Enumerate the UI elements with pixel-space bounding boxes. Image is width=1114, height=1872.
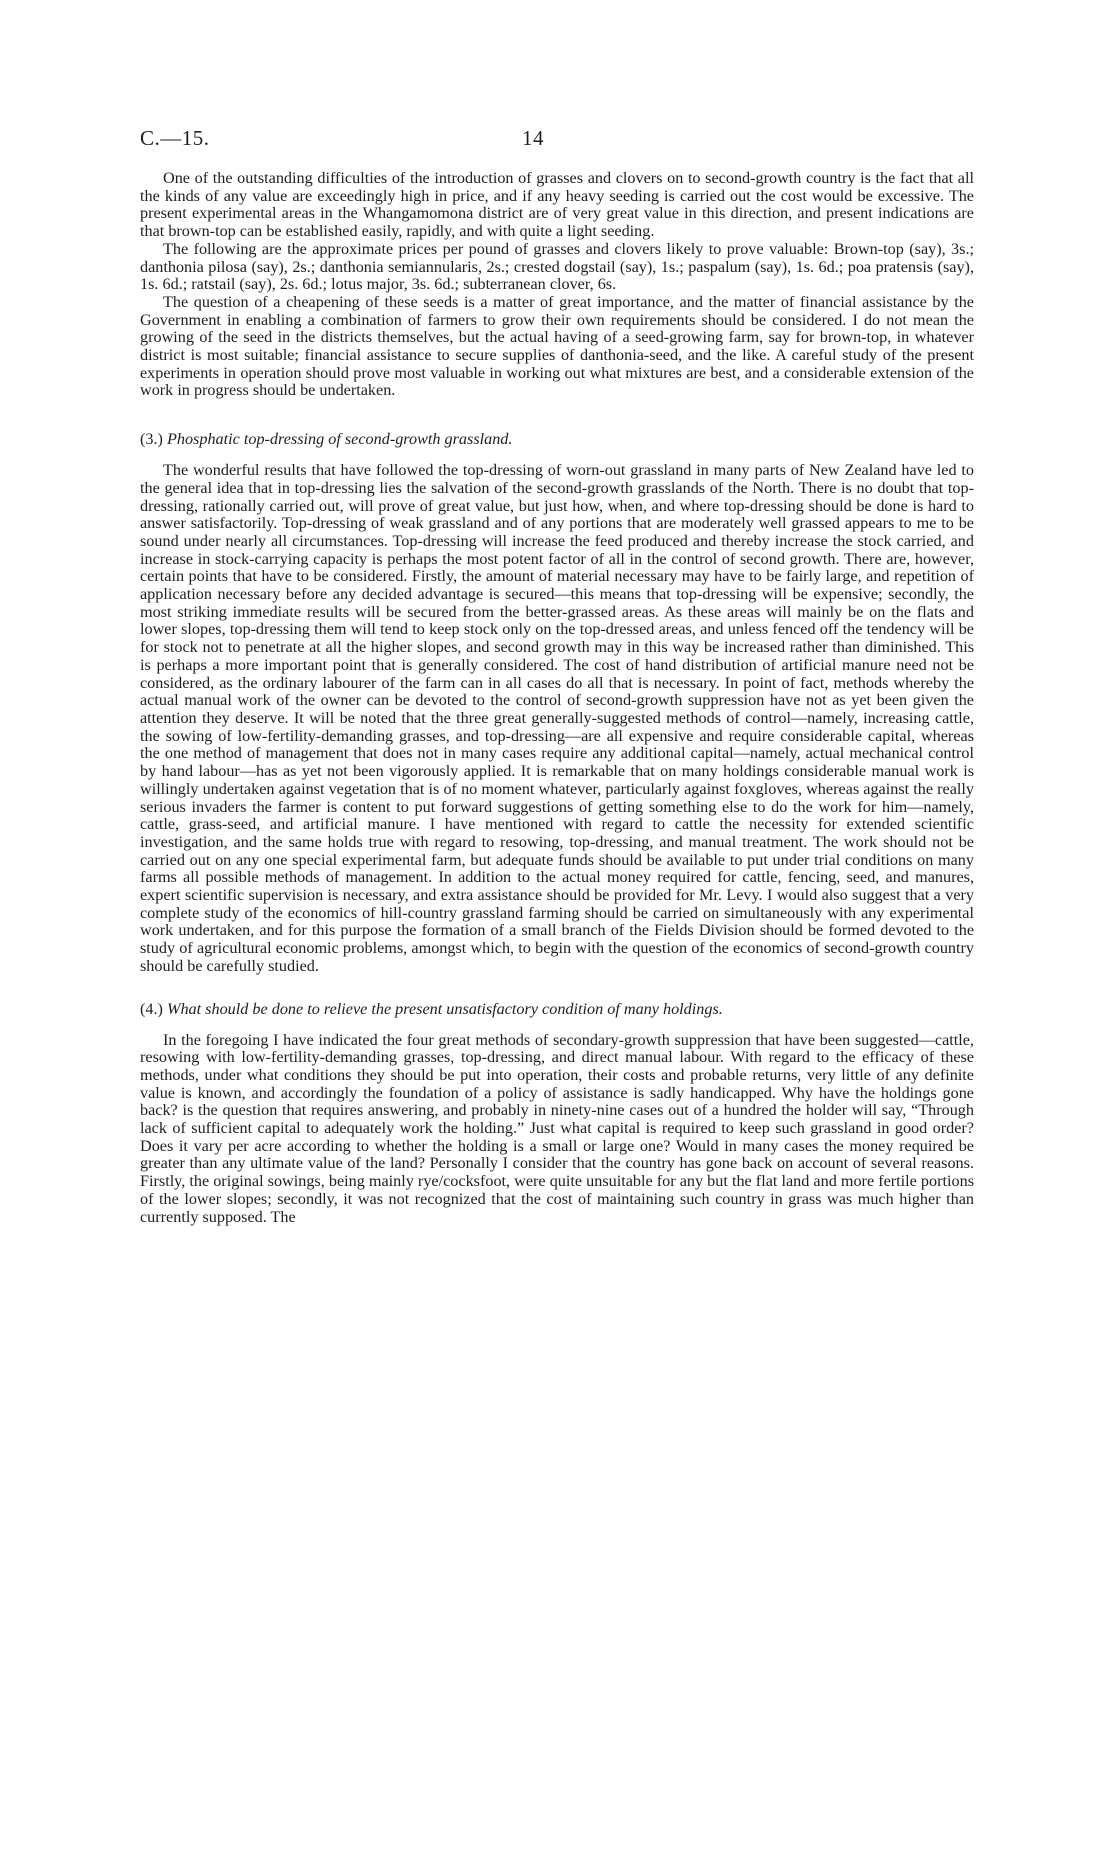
paragraph-seed-costs: One of the outstanding difficulties of the introduction of grasses and clovers on to second-growth country is the fact that all the kinds of any value are exceedingly high in price, and if any heavy seeding is carried out the cost would be excessive. The present experimental areas in the Whangamomona district are of very great value in this direction, and present indications are that brown-top can be established easily, rapidly, and with quite a light seeding. (140, 169, 974, 241)
section-4-body: In the foregoing I have indicated the four great methods of secondary-growth suppression that have been suggested—cattle, resowing with low-fertility-demanding grasses, top-dressing, and direct manual labour. With regard to the efficacy of these methods, under what conditions they should be put into operation, their costs and probable returns, very little of any definite value is known, and accordingly the foundation of a policy of assistance is sadly handicapped. Why have the holdings gone back? is the question that requires answering, and probably in ninety-nine cases out of a hundred the holder will say, “Through lack of sufficient capital to adequately work the holding.” Just what capital is required to keep such grassland in good order? Does it vary per acre according to whether the holding is a small or large one? Would in many cases the money required be greater than any ultimate value of the land? Personally I consider that the country has gone back on account of several reasons. Firstly, the original sowings, being mainly rye/cocksfoot, were quite unsuitable for any but the flat land and more fertile portions of the lower slopes; secondly, it was not recognized that the cost of maintaining such country in grass was much higher than currently supposed. The (140, 1030, 974, 1226)
section-3-number: (3.) (140, 430, 163, 449)
page-header (140, 126, 560, 152)
section-4-number: (4.) (140, 999, 163, 1018)
paragraph-seed-cheapening: The question of a cheapening of these seeds is a matter of great importance, and the matter of financial assistance by the Government in enabling a combination of farmers to grow their own requirements should be considered. I do not mean the growing of the seed in the districts themselves, but the actual having of a seed-growing farm, say for brown-top, in whatever district is most suitable; financial assistance to secure supplies of danthonia-seed, and the like. A careful study of the present experiments in operation should prove most valuable in working out what mixtures are best, and a considerable extension of the work in progress should be undertaken. (140, 292, 974, 400)
section-3-body: The wonderful results that have followed the top-dressing of worn-out grassland in many parts of New Zealand have led to the general idea that in top-dressing lies the salvation of the second-growth grasslands of the North. There is no doubt that top-dressing, rationally carried out, will prove of great value, but just how, when, and where top-dressing should be done is hard to answer satisfactorily. Top-dressing of weak grassland and of any portions that are moderately well grassed appears to me to be sound under nearly all circumstances. Top-dressing will increase the feed produced and thereby increase the stock carried, and increase in stock-carrying capacity is perhaps the most potent factor of all in the control of second growth. There are, however, certain points that have to be considered. Firstly, the amount of material necessary may have to be fairly large, and repetition of application necessary before any decided advantage is secured—this means that top-dressing will be expensive; secondly, the most striking immediate results will be secured from the better-grassed areas. As these areas will mainly be on the flats and lower slopes, top-dressing them will tend to keep stock only on the top-dressed areas, and unless fenced off the tendency will be for stock not to penetrate at all the higher slopes, and second growth may in this way be increased rather than diminished. This is perhaps a more important point that is generally considered. The cost of hand distribution of artificial manure need not be considered, as the ordinary labourer of the farm can in all cases do all that is necessary. In point of fact, methods whereby the actual manual work of the owner can be devoted to the control of second-growth suppression have not as yet been given the attention they deserve. It will be noted that the three great generally-suggested methods of control—namely, increasing cattle, the sowing of low-fertility-demanding grasses, and top-dressing—are all expensive and require considerable capital, whereas the one method of management that does not in many cases require any additional capital—namely, actual mechanical control by hand labour—has as yet not been vigorously applied. It is remarkable that on many holdings considerable manual work is willingly undertaken against vegetation that is of no moment whatever, particularly against foxgloves, whereas against the really serious invaders the farmer is content to put forward suggestions of getting something else to do the work for him—namely, cattle, grass-seed, and artificial manure. I have mentioned with regard to cattle the necessity for extended scientific investigation, and the same holds true with regard to resowing, top-dressing, and manual treatment. The work should not be carried out on any one special experimental farm, but adequate funds should be available to put under trial conditions on many farms all possible methods of management. In addition to the actual money required for cattle, fencing, seed, and manures, expert scientific supervision is necessary, and extra assistance should be provided for Mr. Levy. I would also suggest that a very complete study of the economics of hill-country grassland farming should be carried on simultaneously with any experimental work undertaken, and for this purpose the formation of a small branch of the Fields Division should be formed devoted to the study of agricultural economic problems, amongst which, to begin with the question of the economics of second-growth country should be carefully studied. (140, 461, 974, 975)
paragraph-seed-prices: The following are the approximate prices per pound of grasses and clovers likely to prove valuable: Brown-top (say), 3s.; danthonia pilosa (say), 2s.; danthonia semiannularis, 2s.; crested dogstail (say), 1s.; paspalum (say), 1s. 6d.; poa pratensis (say), 1s. 6d.; ratstail (say), 2s. 6d.; lotus major, 3s. 6d.; subterranean clover, 6s. (140, 239, 974, 294)
section-4-title: What should be done to relieve the present unsatisfactory condition of many holdings. (166, 999, 723, 1018)
section-3-title: Phosphatic top-dressing of second-growth grassland. (166, 430, 513, 449)
document-reference: C.—15. (140, 126, 210, 150)
page-number: 14 (522, 126, 544, 150)
document-body (140, 170, 974, 1226)
section-4-heading (140, 1000, 974, 1018)
section-3-heading (140, 430, 974, 448)
